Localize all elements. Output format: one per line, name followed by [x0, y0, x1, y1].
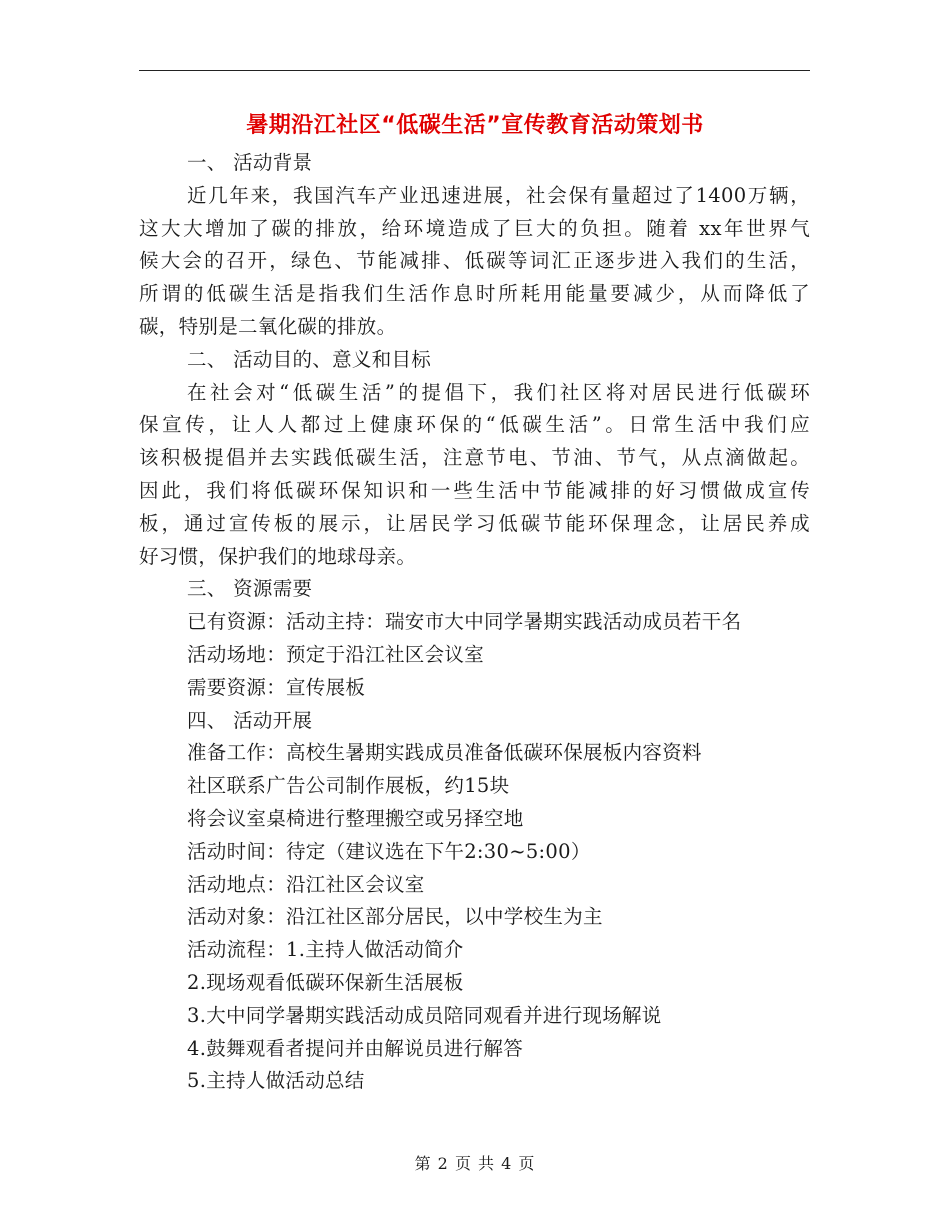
paragraph-line: 这大大增加了碳的排放，给环境造成了巨大的负担。随着 xx年世界气 [139, 216, 810, 240]
section-heading-activity: 四、 活动开展 [187, 708, 313, 732]
flow-step: 2.现场观看低碳环保新生活展板 [187, 970, 464, 994]
paragraph-line: 板，通过宣传板的展示，让居民学习低碳节能环保理念，让居民养成 [139, 511, 810, 535]
section-heading-goals: 二、 活动目的、意义和目标 [187, 347, 432, 371]
paragraph-line: 候大会的召开，绿色、节能减排、低碳等词汇正逐步进入我们的生活， [139, 249, 810, 273]
activity-line: 准备工作：高校生暑期实践成员准备低碳环保展板内容资料 [187, 741, 702, 765]
paragraph-line: 在社会对“低碳生活”的提倡下，我们社区将对居民进行低碳环 [187, 380, 810, 404]
section-heading-background: 一、 活动背景 [187, 151, 313, 174]
section-heading-resources: 三、 资源需要 [187, 577, 313, 601]
paragraph-line: 所谓的低碳生活是指我们生活作息时所耗用能量要减少，从而降低了 [139, 282, 810, 306]
paragraph-line: 该积极提倡并去实践低碳生活，注意节电、节油、节气，从点滴做起。 [139, 446, 810, 470]
paragraph-line: 碳，特别是二氧化碳的排放。 [139, 314, 397, 338]
paragraph-line: 好习惯，保护我们的地球母亲。 [139, 544, 417, 568]
activity-line: 社区联系广告公司制作展板，约15块 [187, 774, 510, 798]
activity-line: 活动地点：沿江社区会议室 [187, 872, 425, 896]
paragraph-line: 近几年来，我国汽车产业迅速进展，社会保有量超过了1400万辆， [187, 183, 810, 207]
activity-line: 活动对象：沿江社区部分居民，以中学校生为主 [187, 905, 603, 929]
resource-line: 需要资源：宣传展板 [187, 675, 366, 699]
activity-line: 活动流程：1.主持人做活动简介 [187, 938, 464, 962]
flow-step: 4.鼓舞观看者提问并由解说员进行解答 [187, 1036, 524, 1060]
resource-line: 已有资源：活动主持：瑞安市大中同学暑期实践活动成员若干名 [187, 610, 742, 634]
flow-step: 3.大中同学暑期实践活动成员陪同观看并进行现场解说 [187, 1003, 662, 1027]
header-rule [139, 70, 810, 71]
activity-line: 活动时间：待定（建议选在下午2:30~5:00） [187, 839, 591, 863]
flow-step: 5.主持人做活动总结 [187, 1069, 365, 1093]
page-number: 第 2 页 共 4 页 [414, 1154, 536, 1173]
paragraph-line: 因此，我们将低碳环保知识和一些生活中节能减排的好习惯做成宣传 [139, 478, 810, 502]
document-title: 暑期沿江社区“低碳生活”宣传教育活动策划书 [246, 113, 704, 138]
document-body [139, 147, 810, 1098]
activity-line: 将会议室桌椅进行整理搬空或另择空地 [187, 806, 524, 830]
resource-line: 活动场地：预定于沿江社区会议室 [187, 642, 485, 666]
paragraph-line: 保宣传，让人人都过上健康环保的“低碳生活”。日常生活中我们应 [139, 413, 810, 437]
